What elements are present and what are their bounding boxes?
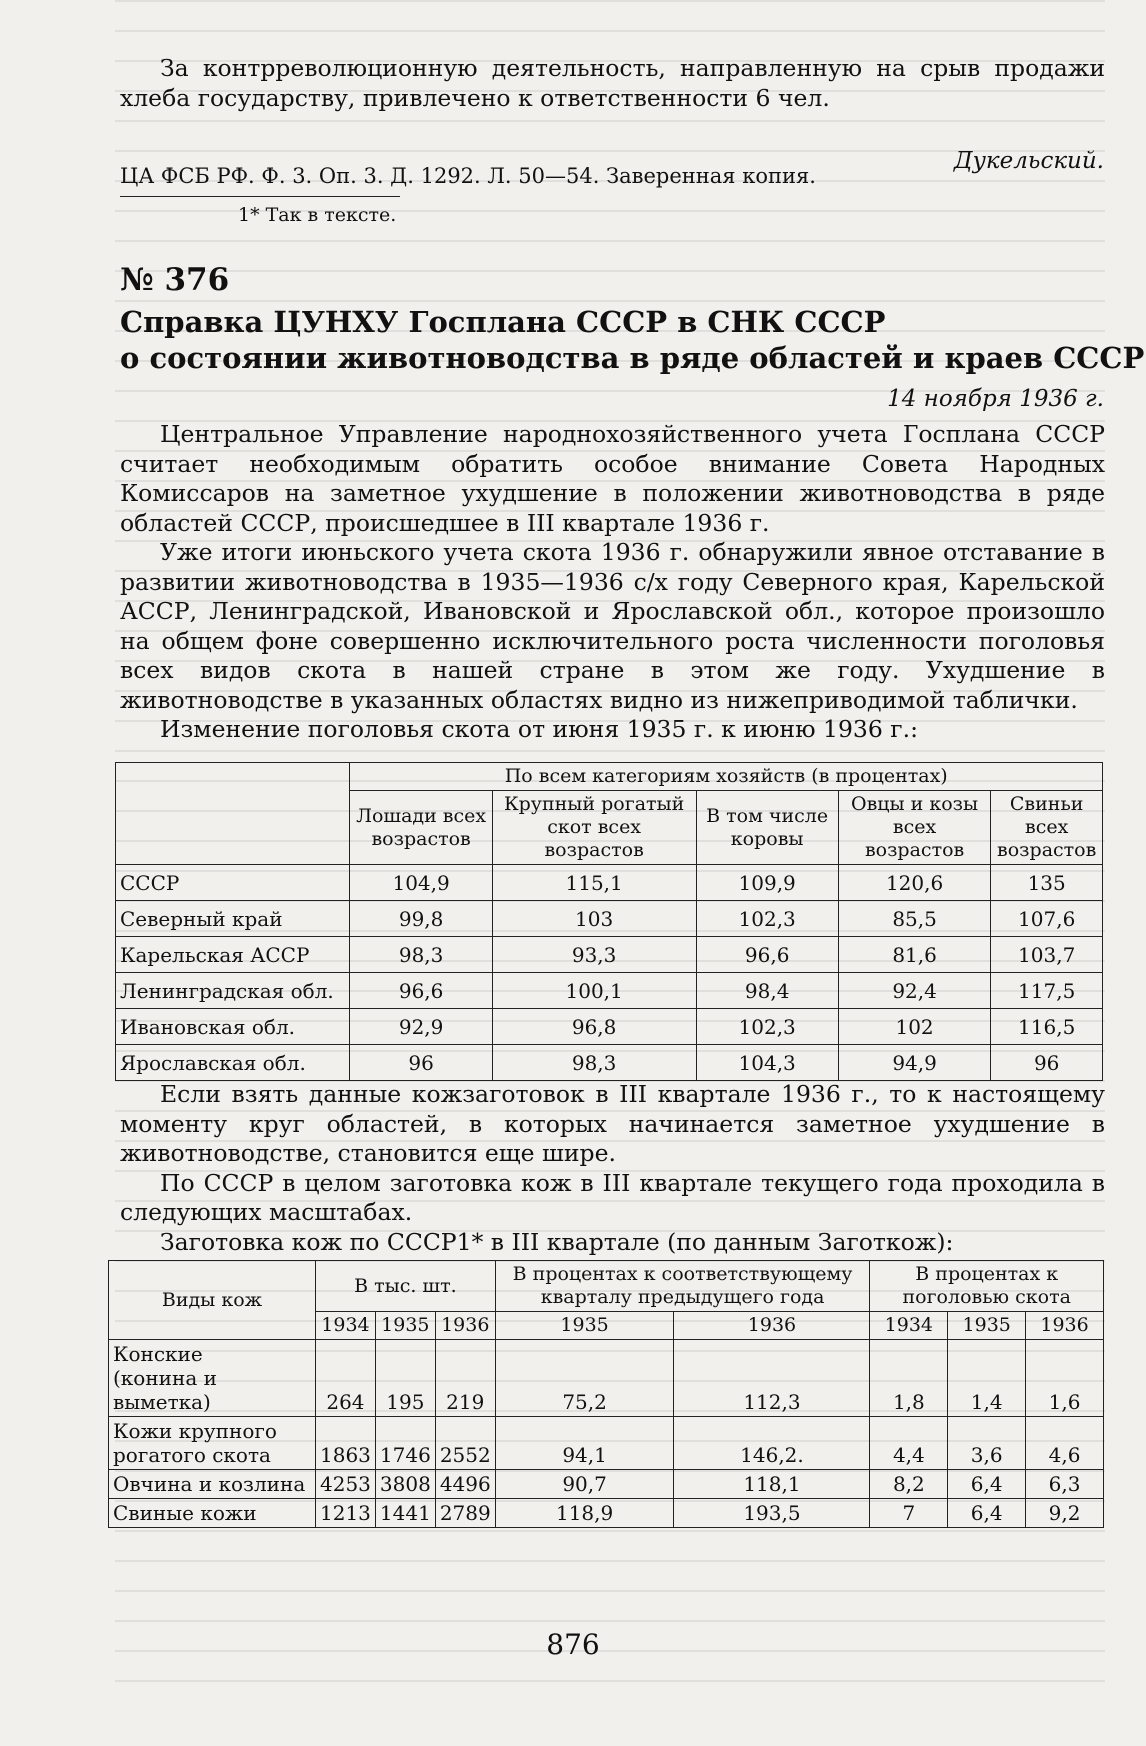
table-row: Карельская АССР 98,3 93,3 96,6 81,6 103,7 bbox=[116, 937, 1103, 973]
livestock-table bbox=[115, 762, 1103, 1081]
footnote-rule bbox=[120, 196, 400, 197]
table-row: Свиные кожи 1213 1441 2789 118,9 193,5 7 6,4 9,2 bbox=[109, 1499, 1104, 1528]
table-row: Северный край 99,8 103 102,3 85,5 107,6 bbox=[116, 901, 1103, 937]
paragraph-3: Изменение поголовья скота от июня 1935 г. к июню 1936 г.: bbox=[160, 715, 918, 743]
body-text-1 bbox=[120, 420, 1105, 745]
footnote: 1* Так в тексте. bbox=[238, 204, 397, 226]
paragraph-4: Если взять данные кожзаготовок в III квартале 1936 г., то к настоящему моменту круг областей, в которых начинается заметное ухудшение в животноводстве, становится еще шире. bbox=[120, 1080, 1105, 1167]
paragraph-1: Центральное Управление народнохозяйственного учета Госплана СССР считает необходимым обратить особое внимание Совета Народных Комиссаров на заметное ухудшение в положении животноводства в ряде областей СССР, происшедшее в III квартале 1936 г. bbox=[120, 420, 1105, 537]
table1-group-header: По всем категориям хозяйств (в процентах) bbox=[350, 763, 1103, 791]
document-number: № 376 bbox=[120, 262, 230, 298]
intro-paragraph: За контрреволюционную деятельность, направленную на срыв продажи хлеба государству, привлечено к ответственности 6 чел. bbox=[120, 54, 1105, 112]
table-row: Ярославская обл. 96 98,3 104,3 94,9 96 bbox=[116, 1045, 1103, 1081]
table-row: Конские (конина и выметка) 264 195 219 75,2 112,3 1,8 1,4 1,6 bbox=[109, 1340, 1104, 1417]
table2-col-head: В процентах к поголовью скота bbox=[870, 1261, 1104, 1312]
table-row: Кожи крупного рогатого скота 1863 1746 2552 94,1 146,2. 4,4 3,6 4,6 bbox=[109, 1417, 1104, 1470]
body-text-2 bbox=[120, 1080, 1105, 1257]
paragraph-6: Заготовка кож по СССР1* в III квартале (по данным Заготкож): bbox=[160, 1227, 954, 1256]
archive-source: ЦА ФСБ РФ. Ф. 3. Оп. 3. Д. 1292. Л. 50—54. Заверенная копия. bbox=[120, 164, 816, 188]
table1-col-sheep: Овцы и козы всех возрастов bbox=[838, 791, 991, 865]
document-date: 14 ноября 1936 г. bbox=[887, 386, 1104, 412]
paragraph-2: Уже итоги июньского учета скота 1936 г. обнаружили явное отставание в развитии животноводства в 1935—1936 с/х году Северного края, Карельской АССР, Ленинградской, Ивановской и Ярославской обл., которое произошло на общем фоне совершенно исключительного роста численности поголовья всех видов скота в нашей стране в этом же году. Ухудшение в животноводстве в указанных областях видно из нижеприводимой таблички. bbox=[120, 538, 1105, 714]
table-row: СССР 104,9 115,1 109,9 120,6 135 bbox=[116, 865, 1103, 901]
signature: Дукельский. bbox=[953, 148, 1104, 174]
paragraph-5: По СССР в целом заготовка кож в III квартале текущего года проходила в следующих масштабах. bbox=[120, 1168, 1105, 1226]
document-title: Справка ЦУНХУ Госплана СССР в СНК СССР о состоянии животноводства в ряде областей и краев СССР bbox=[120, 305, 1145, 375]
table-row: Овчина и козлина 4253 3808 4496 90,7 118,1 8,2 6,4 6,3 bbox=[109, 1470, 1104, 1499]
table1-col-pigs: Свиньи всех возрастов bbox=[991, 791, 1103, 865]
table1-corner bbox=[116, 763, 350, 865]
table1-col-cattle: Крупный рогатый скот всех возрастов bbox=[492, 791, 696, 865]
leather-procurement-table: Виды кож В тыс. шт. В процентах к соответствующему кварталу предыдущего года В процентах к поголовью скота 1934 1935 1936 1935 1936 1934 1935 1936 Конские (конина и выметка) 264 195 219 75,2 112,3 1,8 1,4 1,6 Кожи крупного рогатого скота 1863 1746 2552 94,1 146,2. 4,4 3,6 4,6 Овчина и козлина 4253 3808 4496 90,7 118,1 8,2 6,4 6,3 Свиные кожи 1213 1441 2789 118,9 193,5 7 6,4 9,2 bbox=[108, 1260, 1104, 1528]
page-number: 876 bbox=[546, 1628, 600, 1661]
table-row: Ивановская обл. 92,9 96,8 102,3 102 116,5 bbox=[116, 1009, 1103, 1045]
table2-col-kind: Виды кож bbox=[109, 1261, 316, 1340]
table1-col-cows: В том числе коровы bbox=[696, 791, 838, 865]
table2-col-thousand: В тыс. шт. bbox=[316, 1261, 496, 1312]
table1-col-horses: Лошади всех возрастов bbox=[350, 791, 492, 865]
table2-col-prev-quarter: В процентах к соответствующему кварталу предыдущего года bbox=[495, 1261, 870, 1312]
table-row: Ленинградская обл. 96,6 100,1 98,4 92,4 117,5 bbox=[116, 973, 1103, 1009]
